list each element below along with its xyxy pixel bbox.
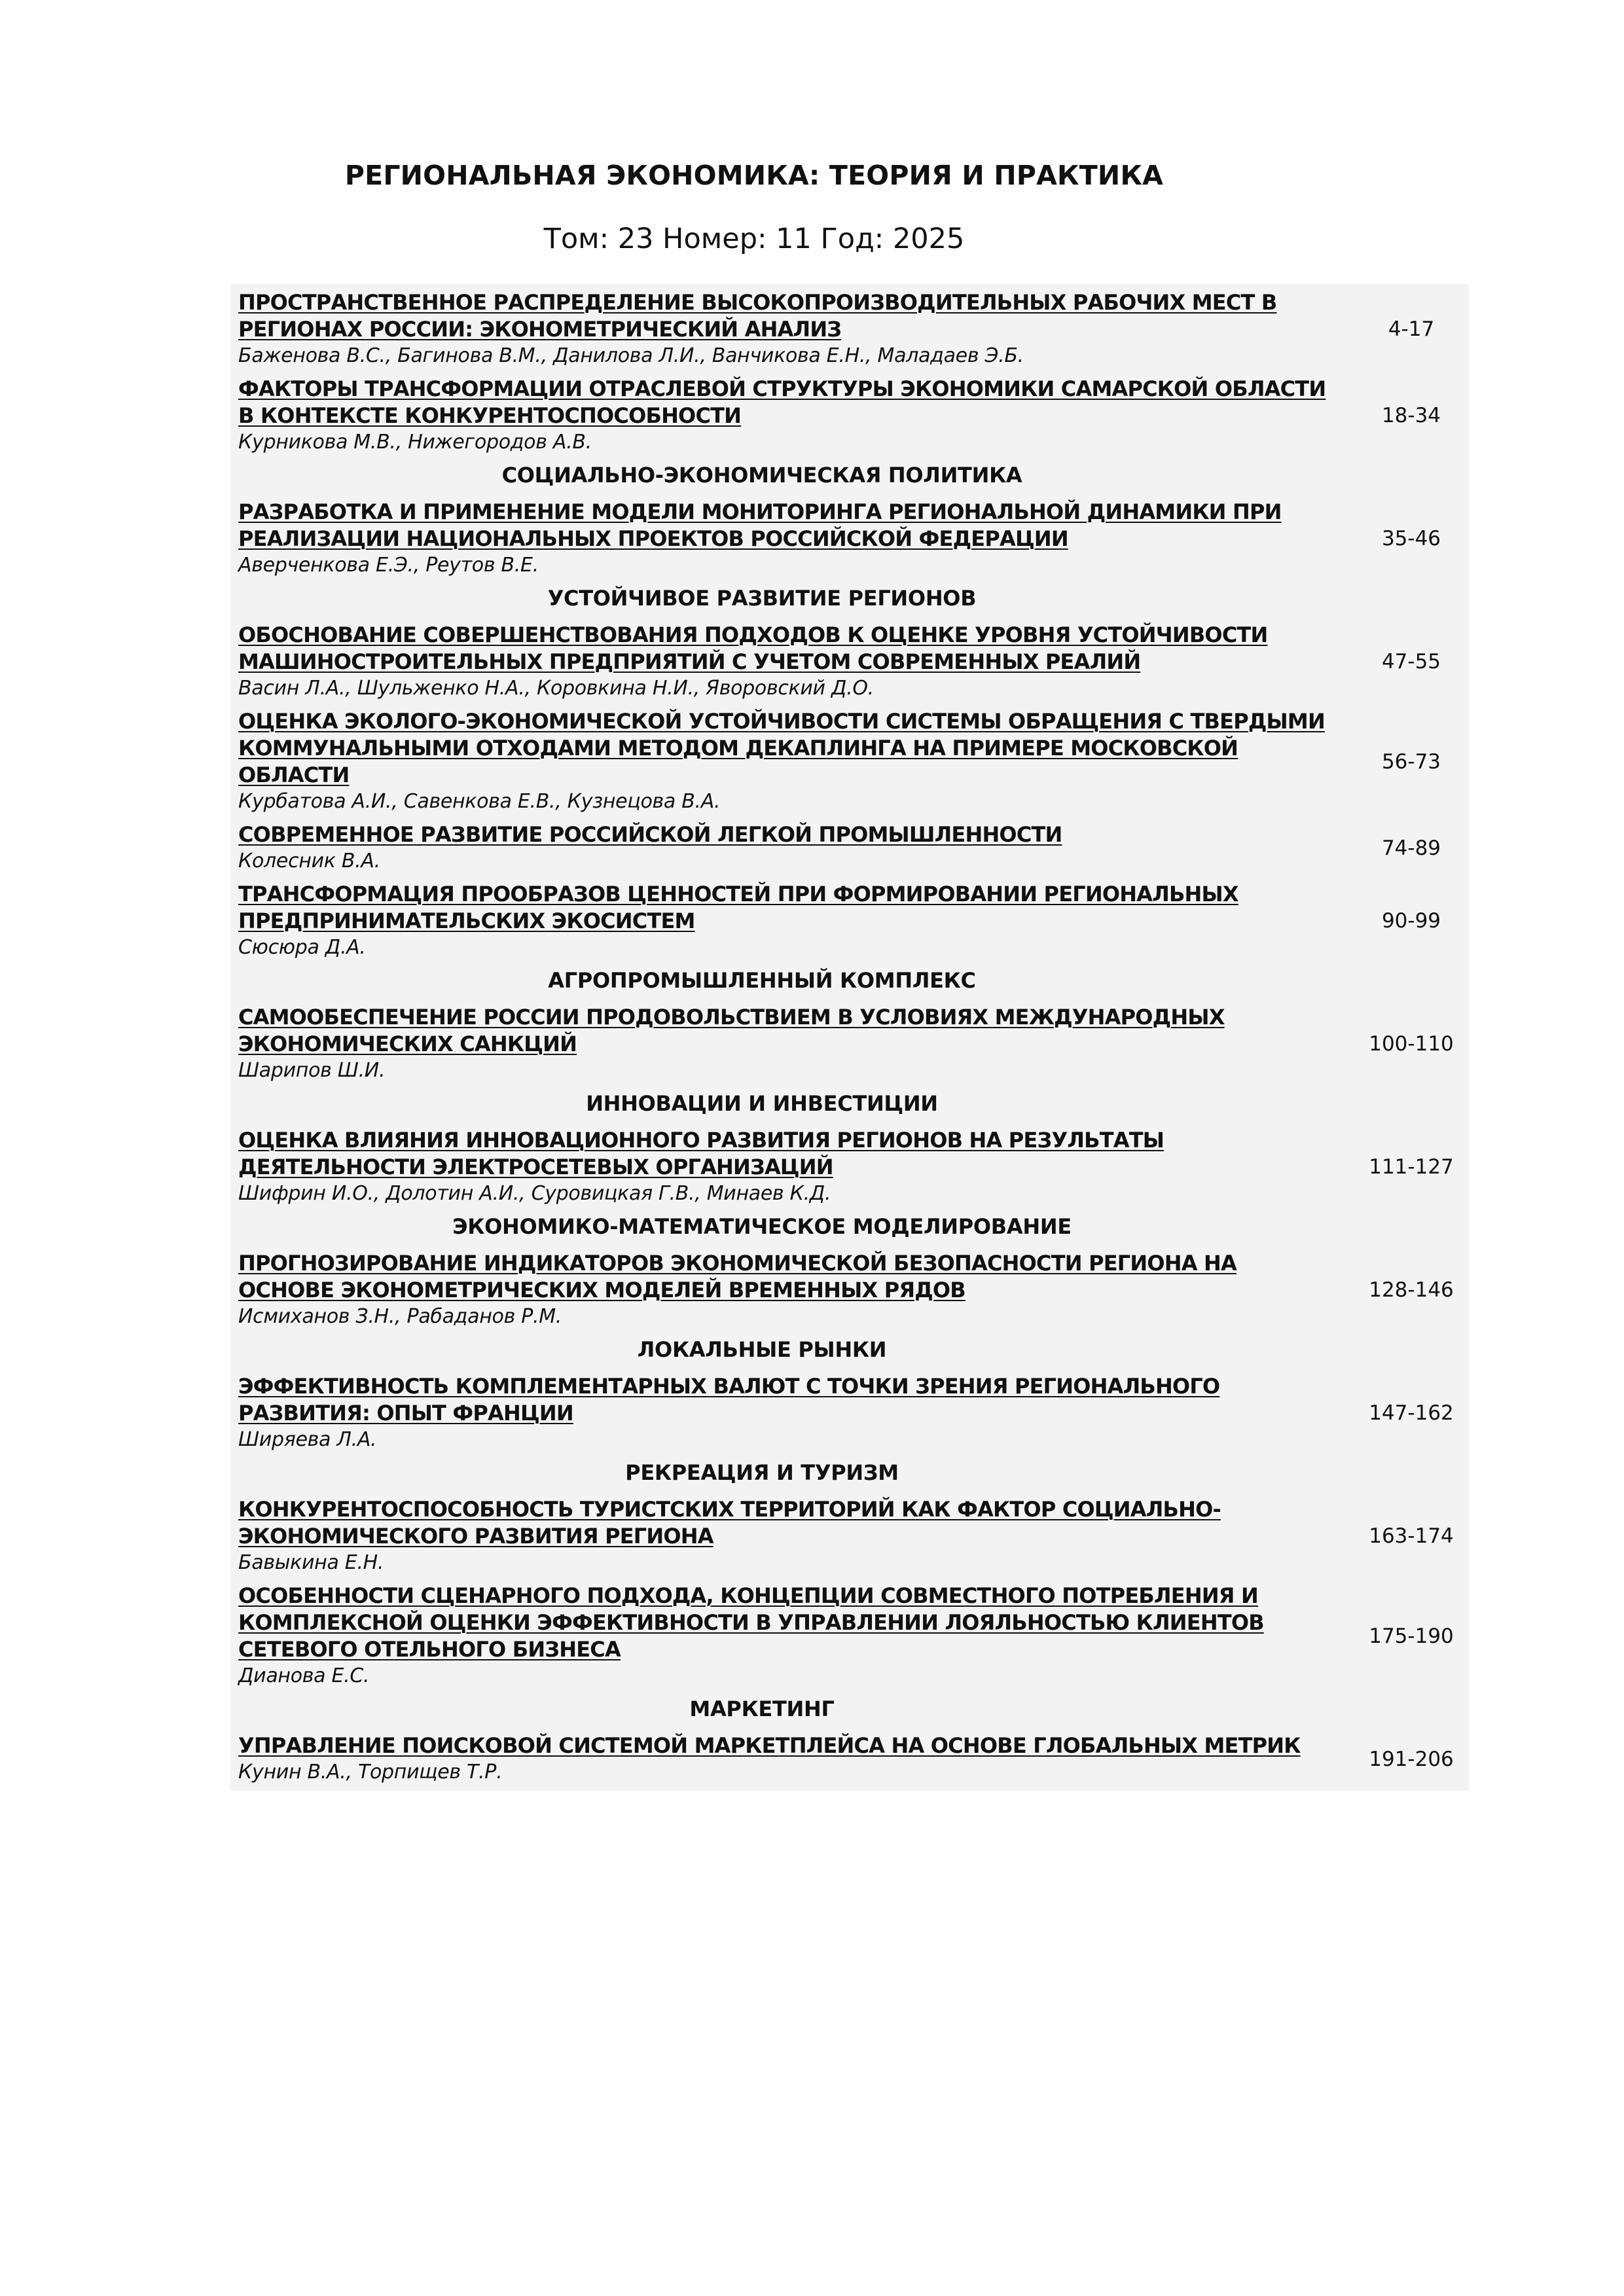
toc-entry <box>238 1004 1457 1084</box>
article-title-link[interactable]: РАЗРАБОТКА И ПРИМЕНЕНИЕ МОДЕЛИ МОНИТОРИНГА РЕГИОНАЛЬНОЙ ДИНАМИКИ ПРИ РЕАЛИЗАЦИИ НАЦИОНАЛЬНЫХ ПРОЕКТОВ РОССИЙСКОЙ ФЕДЕРАЦИИ <box>238 499 1282 551</box>
article-authors: Васин Л.А., Шульженко Н.А., Коровкина Н.И., Яворовский Д.О. <box>238 677 874 700</box>
article-title-link[interactable]: ОБОСНОВАНИЕ СОВЕРШЕНСТВОВАНИЯ ПОДХОДОВ К ОЦЕНКЕ УРОВНЯ УСТОЙЧИВОСТИ МАШИНОСТРОИТЕЛЬНЫХ ПРЕДПРИЯТИЙ С УЧЕТОМ СОВРЕМЕННЫХ РЕАЛИЙ <box>238 622 1268 674</box>
section-header: МАРКЕТИНГ <box>689 1696 835 1721</box>
toc-entry <box>238 376 1457 456</box>
section-header: УСТОЙЧИВОЕ РАЗВИТИЕ РЕГИОНОВ <box>547 586 977 611</box>
toc-entry <box>238 499 1457 579</box>
toc-entry <box>238 1583 1457 1689</box>
page-range: 175-190 <box>1369 1624 1454 1648</box>
toc-entry <box>238 708 1457 815</box>
article-title-link[interactable]: ФАКТОРЫ ТРАНСФОРМАЦИИ ОТРАСЛЕВОЙ СТРУКТУРЫ ЭКОНОМИКИ САМАРСКОЙ ОБЛАСТИ В КОНТЕКСТЕ КОНКУРЕНТОСПОСОБНОСТИ <box>238 376 1326 428</box>
article-authors: Дианова Е.С. <box>238 1664 370 1687</box>
toc-entry <box>238 1732 1457 1785</box>
page-range: 18-34 <box>1381 404 1441 427</box>
article-title-link[interactable]: ТРАНСФОРМАЦИЯ ПРООБРАЗОВ ЦЕННОСТЕЙ ПРИ ФОРМИРОВАНИИ РЕГИОНАЛЬНЫХ ПРЕДПРИНИМАТЕЛЬСКИХ ЭКОСИСТЕМ <box>238 882 1238 933</box>
page-range: 163-174 <box>1369 1524 1454 1548</box>
issue-info: Том: 23 Номер: 11 Год: 2025 <box>543 223 965 255</box>
article-authors: Курникова М.В., Нижегородов А.В. <box>238 431 592 454</box>
section-header: ЭКОНОМИКО-МАТЕМАТИЧЕСКОЕ МОДЕЛИРОВАНИЕ <box>452 1214 1072 1239</box>
journal-title: РЕГИОНАЛЬНАЯ ЭКОНОМИКА: ТЕОРИЯ И ПРАКТИКА <box>344 160 1164 191</box>
toc-entry <box>238 289 1457 369</box>
page-range: 191-206 <box>1369 1747 1454 1771</box>
section-header: РЕКРЕАЦИЯ И ТУРИЗМ <box>625 1460 899 1485</box>
article-authors: Исмиханов З.Н., Рабаданов Р.М. <box>238 1305 562 1328</box>
toc-entry <box>238 1373 1457 1453</box>
page-range: 47-55 <box>1381 650 1441 673</box>
article-title-link[interactable]: ПРОГНОЗИРОВАНИЕ ИНДИКАТОРОВ ЭКОНОМИЧЕСКОЙ БЕЗОПАСНОСТИ РЕГИОНА НА ОСНОВЕ ЭКОНОМЕТРИЧЕСКИХ МОДЕЛЕЙ ВРЕМЕННЫХ РЯДОВ <box>238 1251 1236 1302</box>
article-title-link[interactable]: СОВРЕМЕННОЕ РАЗВИТИЕ РОССИЙСКОЙ ЛЕГКОЙ ПРОМЫШЛЕННОСТИ <box>238 822 1062 847</box>
article-authors: Шифрин И.О., Долотин А.И., Суровицкая Г.В., Минаев К.Д. <box>238 1182 831 1205</box>
article-authors: Шарипов Ш.И. <box>238 1059 386 1082</box>
article-title-link[interactable]: ЭФФЕКТИВНОСТЬ КОМПЛЕМЕНТАРНЫХ ВАЛЮТ С ТОЧКИ ЗРЕНИЯ РЕГИОНАЛЬНОГО РАЗВИТИЯ: ОПЫТ ФРАНЦИИ <box>238 1374 1220 1426</box>
article-authors: Аверченкова Е.Э., Реутов В.Е. <box>238 554 539 577</box>
page-range: 128-146 <box>1369 1278 1454 1302</box>
page-range: 35-46 <box>1381 527 1441 550</box>
page-range: 111-127 <box>1369 1155 1454 1179</box>
article-title-link[interactable]: КОНКУРЕНТОСПОСОБНОСТЬ ТУРИСТСКИХ ТЕРРИТОРИЙ КАК ФАКТОР СОЦИАЛЬНО-ЭКОНОМИЧЕСКОГО РАЗВИТИЯ РЕГИОНА <box>238 1497 1221 1549</box>
article-authors: Сюсюра Д.А. <box>238 936 366 959</box>
toc-entry <box>238 1250 1457 1330</box>
table-of-contents <box>230 284 1469 1791</box>
toc-entry <box>238 1127 1457 1207</box>
page-range: 4-17 <box>1388 317 1435 341</box>
article-title-link[interactable]: САМООБЕСПЕЧЕНИЕ РОССИИ ПРОДОВОЛЬСТВИЕМ В УСЛОВИЯХ МЕЖДУНАРОДНЫХ ЭКОНОМИЧЕСКИХ САНКЦИЙ <box>238 1005 1225 1056</box>
toc-entry <box>238 622 1457 702</box>
article-title-link[interactable]: ОЦЕНКА ЭКОЛОГО-ЭКОНОМИЧЕСКОЙ УСТОЙЧИВОСТИ СИСТЕМЫ ОБРАЩЕНИЯ С ТВЕРДЫМИ КОММУНАЛЬНЫМИ ОТХОДАМИ МЕТОДОМ ДЕКАПЛИНГА НА ПРИМЕРЕ МОСКОВСКОЙ ОБЛАСТИ <box>238 709 1325 787</box>
article-title-link[interactable]: ОСОБЕННОСТИ СЦЕНАРНОГО ПОДХОДА, КОНЦЕПЦИИ СОВМЕСТНОГО ПОТРЕБЛЕНИЯ И КОМПЛЕКСНОЙ ОЦЕНКИ ЭФФЕКТИВНОСТИ В УПРАВЛЕНИИ ЛОЯЛЬНОСТЬЮ КЛИЕНТОВ СЕТЕВОГО ОТЕЛЬНОГО БИЗНЕСА <box>238 1583 1264 1662</box>
page-range: 90-99 <box>1381 909 1441 933</box>
article-authors: Кунин В.А., Торпищев Т.Р. <box>238 1761 503 1784</box>
section-header: ИННОВАЦИИ И ИНВЕСТИЦИИ <box>586 1091 938 1116</box>
section-header: АГРОПРОМЫШЛЕННЫЙ КОМПЛЕКС <box>548 968 976 993</box>
toc-entry <box>238 881 1457 961</box>
article-title-link[interactable]: УПРАВЛЕНИЕ ПОИСКОВОЙ СИСТЕМОЙ МАРКЕТПЛЕЙСА НА ОСНОВЕ ГЛОБАЛЬНЫХ МЕТРИК <box>238 1733 1301 1758</box>
article-authors: Бавыкина Е.Н. <box>238 1551 384 1574</box>
article-authors: Курбатова А.И., Савенкова Е.В., Кузнецова В.А. <box>238 790 721 813</box>
section-header: СОЦИАЛЬНО-ЭКОНОМИЧЕСКАЯ ПОЛИТИКА <box>501 463 1022 488</box>
article-authors: Колесник В.А. <box>238 850 380 872</box>
article-title-link[interactable]: ОЦЕНКА ВЛИЯНИЯ ИННОВАЦИОННОГО РАЗВИТИЯ РЕГИОНОВ НА РЕЗУЛЬТАТЫ ДЕЯТЕЛЬНОСТИ ЭЛЕКТРОСЕТЕВЫХ ОРГАНИЗАЦИЙ <box>238 1128 1164 1179</box>
section-header: ЛОКАЛЬНЫЕ РЫНКИ <box>637 1337 887 1362</box>
toc-entry <box>238 821 1457 874</box>
toc-entry <box>238 1496 1457 1576</box>
article-authors: Ширяева Л.А. <box>238 1428 377 1451</box>
page-range: 147-162 <box>1369 1401 1454 1425</box>
article-authors: Баженова В.С., Багинова В.М., Данилова Л.И., Ванчикова Е.Н., Маладаев Э.Б. <box>238 344 1024 367</box>
page-range: 100-110 <box>1369 1032 1454 1056</box>
page-range: 56-73 <box>1381 749 1441 774</box>
page-range: 74-89 <box>1381 836 1441 860</box>
article-title-link[interactable]: ПРОСТРАНСТВЕННОЕ РАСПРЕДЕЛЕНИЕ ВЫСОКОПРОИЗВОДИТЕЛЬНЫХ РАБОЧИХ МЕСТ В РЕГИОНАХ РОССИИ: ЭКОНОМЕТРИЧЕСКИЙ АНАЛИЗ <box>238 290 1277 342</box>
